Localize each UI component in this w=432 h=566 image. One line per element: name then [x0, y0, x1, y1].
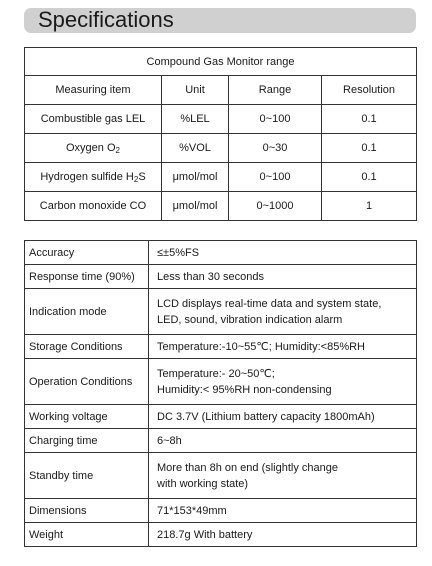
spec-value — [149, 359, 417, 405]
spec-label: Storage Conditions — [25, 335, 149, 359]
measuring-item-cell — [25, 192, 162, 221]
unit-cell: %LEL — [162, 105, 229, 134]
table-caption: Compound Gas Monitor range — [25, 48, 417, 76]
spec-row-dimensions — [25, 499, 417, 523]
gas-range-table — [24, 47, 417, 221]
spec-value-line: Less than 30 seconds — [157, 270, 265, 283]
spec-value — [149, 523, 417, 547]
resolution-cell: 0.1 — [322, 105, 417, 134]
resolution-cell: 0.1 — [322, 163, 417, 192]
spec-row-storage-conditions — [25, 335, 417, 359]
spec-label: Dimensions — [25, 499, 149, 523]
table-row — [25, 134, 417, 163]
spec-row-response-time — [25, 265, 417, 289]
spec-label: Charging time — [25, 429, 149, 453]
spec-value — [149, 499, 417, 523]
spec-label: Accuracy — [25, 241, 149, 265]
section-title: Specifications — [38, 7, 174, 32]
measuring-item-cell — [25, 134, 162, 163]
spec-label: Operation Conditions — [25, 359, 149, 405]
item-text: Hydrogen sulfide H — [40, 171, 134, 183]
spec-value — [149, 265, 417, 289]
spec-row-working-voltage — [25, 405, 417, 429]
table-row — [25, 192, 417, 221]
spec-value — [149, 429, 417, 453]
spec-row-indication-mode — [25, 289, 417, 335]
spec-value-line: 218.7g With battery — [157, 528, 253, 541]
measuring-item-cell — [25, 105, 162, 134]
range-cell: 0~100 — [229, 105, 322, 134]
spec-label: Weight — [25, 523, 149, 547]
column-header: Range — [229, 76, 322, 105]
spec-value-line: LED, sound, vibration indication alarm — [157, 313, 343, 326]
spec-value-line: ≤±5%FS — [157, 246, 200, 259]
item-text: Combustible gas LEL — [40, 113, 146, 125]
section-header-bar — [24, 8, 416, 33]
spec-label: Indication mode — [25, 289, 149, 335]
unit-cell: μmol/mol — [162, 163, 229, 192]
table-row — [25, 163, 417, 192]
item-text: Carbon monoxide CO — [39, 200, 147, 212]
range-cell: 0~100 — [229, 163, 322, 192]
spec-label: Response time (90%) — [25, 265, 149, 289]
item-text: Oxygen O — [66, 142, 116, 154]
table-row — [25, 105, 417, 134]
column-header: Resolution — [322, 76, 417, 105]
table-header-row — [25, 76, 417, 105]
spec-value-line: 71*153*49mm — [157, 504, 227, 517]
spec-row-operation-conditions — [25, 359, 417, 405]
measuring-item-cell — [25, 163, 162, 192]
spec-value — [149, 289, 417, 335]
spec-value — [149, 405, 417, 429]
spec-value-line: LCD displays real-time data and system state, — [157, 297, 382, 310]
spec-value-line: with working state) — [157, 477, 249, 490]
spec-value-line: Temperature:- 20~50℃; — [157, 367, 275, 380]
spec-value-line: Temperature:-10~55℃; Humidity:<85%RH — [157, 340, 366, 353]
spec-value — [149, 335, 417, 359]
specifications-table — [24, 240, 417, 547]
spec-value-line: Humidity:< 95%RH non-condensing — [157, 383, 332, 396]
spec-value — [149, 241, 417, 265]
item-subscript: 2 — [115, 146, 120, 155]
resolution-cell: 0.1 — [322, 134, 417, 163]
range-cell: 0~30 — [229, 134, 322, 163]
spec-row-charging-time — [25, 429, 417, 453]
item-subscript: 2 — [133, 175, 139, 184]
table-caption-row — [25, 48, 417, 76]
unit-cell: μmol/mol — [162, 192, 229, 221]
range-cell: 0~1000 — [229, 192, 322, 221]
resolution-cell: 1 — [322, 192, 417, 221]
spec-value-line: More than 8h on end (slightly change — [157, 461, 339, 474]
spec-row-standby-time — [25, 453, 417, 499]
column-header: Unit — [162, 76, 229, 105]
spec-value-line: DC 3.7V (Lithium battery capacity 1800mAh) — [157, 410, 375, 423]
spec-value — [149, 453, 417, 499]
unit-cell: %VOL — [162, 134, 229, 163]
spec-row-weight — [25, 523, 417, 547]
spec-value-line: 6~8h — [157, 434, 182, 447]
column-header: Measuring item — [25, 76, 162, 105]
spec-label: Working voltage — [25, 405, 149, 429]
spec-label: Standby time — [25, 453, 149, 499]
spec-row-accuracy — [25, 241, 417, 265]
item-suffix: S — [138, 171, 146, 183]
